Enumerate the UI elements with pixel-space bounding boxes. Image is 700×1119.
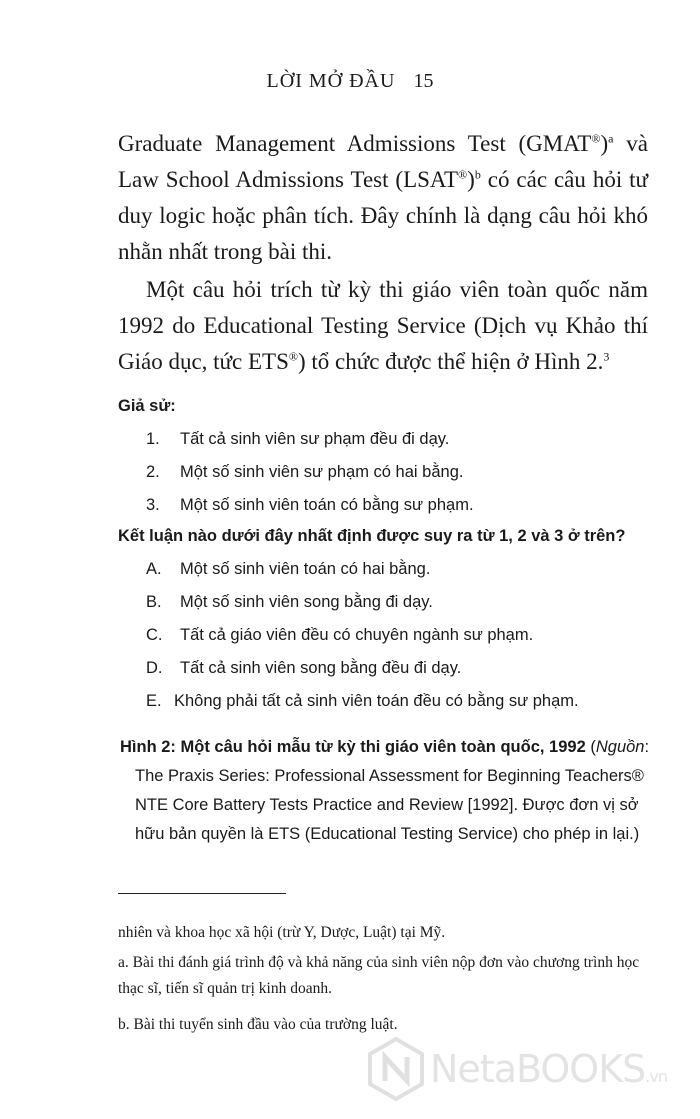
option-text: Một số sinh viên toán có hai bằng. (180, 560, 431, 578)
caption-colon: : (644, 738, 650, 756)
chapter-title: LỜI MỞ ĐẦU (266, 70, 396, 92)
registered-mark: ® (458, 167, 468, 182)
option-letter: C. (146, 626, 163, 644)
footnote-a: a. Bài thi đánh giá trình độ và khả năng của sinh viên nộp đơn vào chương trình học thạc sĩ, tiến sĩ quản trị kinh doanh. (118, 954, 640, 997)
premise-number: 2. (146, 463, 160, 481)
option-text: Không phải tất cả sinh viên toán đều có bằng sư phạm. (174, 692, 579, 710)
figure-caption (120, 733, 650, 849)
premise-text: Tất cả sinh viên sư phạm đều đi dạy. (180, 430, 450, 448)
option-text: Tất cả giáo viên đều có chuyên ngành sư phạm. (180, 626, 534, 644)
caption-paren: ( (585, 738, 596, 756)
text-run: ) (467, 167, 475, 192)
text-run: ) tổ chức được thể hiện ở Hình 2. (298, 349, 604, 374)
option-text: Một số sinh viên song bằng đi dạy. (180, 593, 433, 611)
premise-text: Một số sinh viên sư phạm có hai bằng. (180, 463, 464, 481)
option-letter: A. (146, 560, 162, 578)
footnote-ref-b: b (474, 167, 481, 182)
premise-label: Giả sử: (118, 397, 176, 415)
text-run: và Law School Admissions Test (LSAT (118, 131, 648, 192)
running-header (0, 70, 700, 93)
registered-mark: ® (288, 349, 298, 364)
netabooks-watermark (368, 1033, 688, 1105)
paragraph-2 (118, 272, 648, 380)
option-letter: D. (146, 659, 163, 677)
premise-number: 1. (146, 430, 160, 448)
footnote-ref-3: 3 (603, 349, 610, 364)
question-stem: Kết luận nào dưới đây nhất định được suy ra từ 1, 2 và 3 ở trên? (118, 527, 626, 545)
caption-title: Hình 2: Một câu hỏi mẫu từ kỳ thi giáo viên toàn quốc, 1992 (120, 738, 586, 756)
footnote-ref-a: a (608, 131, 614, 146)
footnote-divider (118, 893, 286, 894)
option-letter: B. (146, 593, 162, 611)
text-run: có các câu hỏi tư duy logic hoặc phân tích. Đây chính là dạng câu hỏi khó nhằn nhất trong bài thi. (118, 167, 649, 264)
option-text: Tất cả sinh viên song bằng đều đi dạy. (180, 659, 462, 677)
text-run: ) (600, 131, 609, 156)
watermark-text (430, 1047, 667, 1091)
text-run: Một câu hỏi trích từ kỳ thi giáo viên toàn quốc năm 1992 do Educational Testing Service (Dịch vụ Khảo thí Giáo dục, tức ETS (118, 277, 648, 374)
text-run: Graduate Management Admissions Test (GMAT (118, 131, 592, 156)
footnote-b: b. Bài thi tuyển sinh đầu vào của trường luật. (118, 1016, 398, 1033)
premise-number: 3. (146, 496, 160, 514)
option-letter: E. (146, 692, 162, 710)
premise-text: Một số sinh viên toán có bằng sư phạm. (180, 496, 474, 514)
caption-source-text: The Praxis Series: Professional Assessment for Beginning Teachers® NTE Core Battery Tests Practice and Review [1992]. Được đơn vị sở hữu bản quyền là ETS (Educational Testing Service) cho phép in lại.) (135, 767, 644, 843)
caption-source-label: Nguồn (595, 738, 645, 756)
netabooks-logo-icon (368, 1037, 424, 1101)
watermark-brand: NetaBOOKS (430, 1047, 646, 1091)
paragraph-1 (118, 126, 648, 270)
watermark-suffix: .vn (645, 1067, 667, 1086)
registered-mark: ® (591, 131, 601, 146)
page-number: 15 (413, 70, 434, 92)
footnote-continued: nhiên và khoa học xã hội (trừ Y, Dược, Luật) tại Mỹ. (118, 924, 446, 941)
